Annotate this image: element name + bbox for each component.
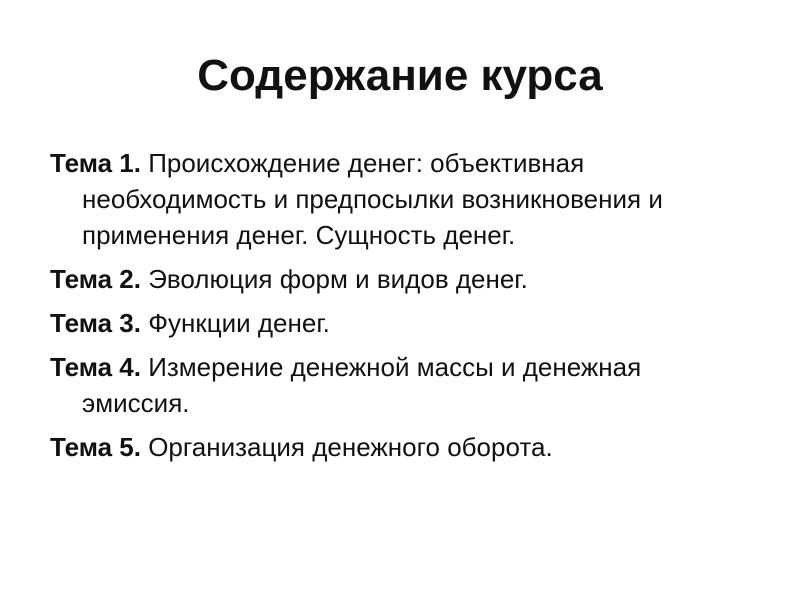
topic-text: Организация денежного оборота. — [148, 432, 553, 462]
topic-text: Измерение денежной массы и денежная эмиссия. — [82, 352, 642, 418]
topic-text: Происхождение денег: объективная необходимость и предпосылки возникновения и применения денег. Сущность денег. — [82, 148, 663, 250]
topic-text: Функции денег. — [148, 308, 330, 338]
slide-title: Содержание курса — [197, 51, 603, 100]
topic-label: Тема 4. — [50, 352, 141, 382]
topic-list — [50, 145, 750, 473]
topic-label: Тема 5. — [50, 432, 141, 462]
topic-item-1 — [50, 145, 750, 253]
topic-text: Эволюция форм и видов денег. — [148, 264, 528, 294]
topic-label: Тема 3. — [50, 308, 141, 338]
topic-item-3 — [50, 305, 750, 341]
topic-item-4 — [50, 349, 750, 421]
topic-item-5 — [50, 429, 750, 465]
topic-label: Тема 1. — [50, 148, 141, 178]
topic-item-2 — [50, 261, 750, 297]
topic-label: Тема 2. — [50, 264, 141, 294]
